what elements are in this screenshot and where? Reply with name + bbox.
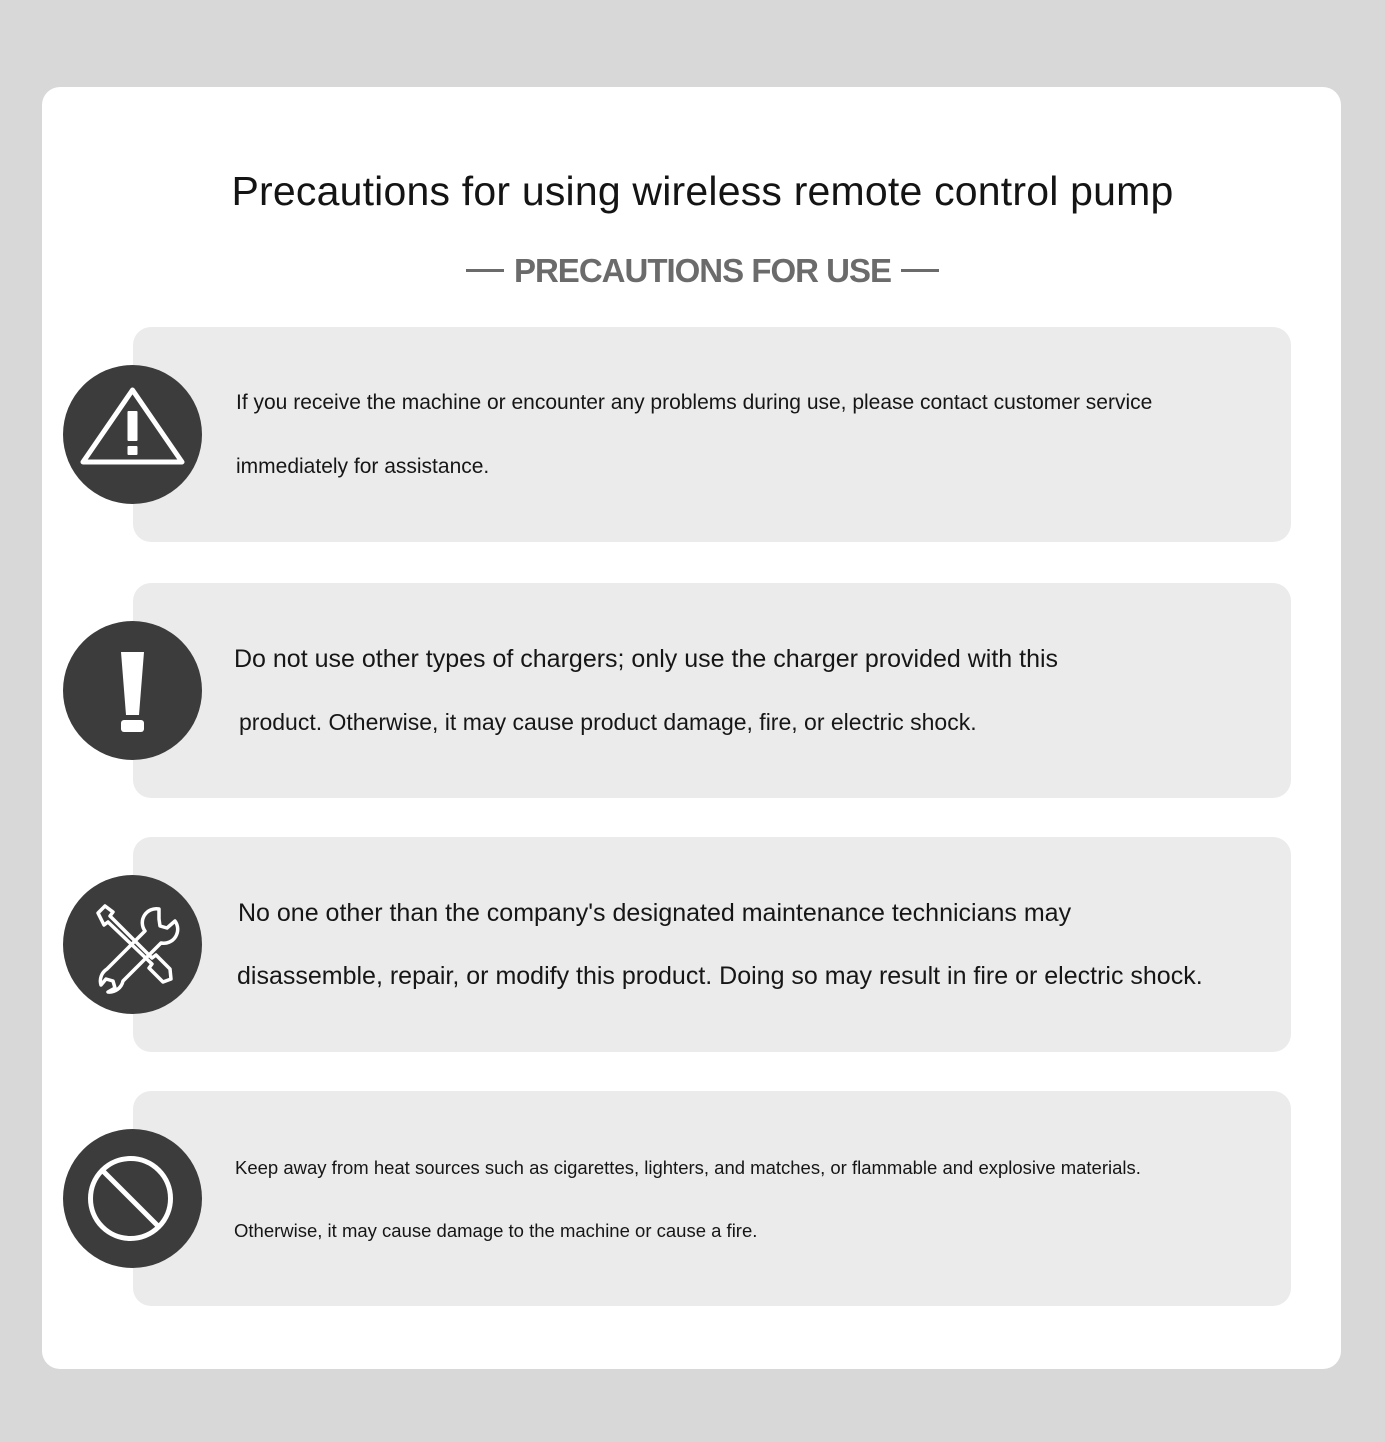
precaution-line: disassemble, repair, or modify this product. Doing so may result in fire or electric shock. <box>237 962 1203 990</box>
section-subtitle <box>0 252 1385 290</box>
precaution-line: If you receive the machine or encounter any problems during use, please contact customer service <box>236 391 1153 414</box>
prohibited-icon <box>63 1129 202 1268</box>
prohibited-badge <box>63 1129 202 1268</box>
precaution-line: Do not use other types of chargers; only use the charger provided with this <box>234 645 1059 673</box>
exclamation-badge <box>63 621 202 760</box>
tools-icon <box>63 875 202 1014</box>
precaution-line: No one other than the company's designated maintenance technicians may <box>238 899 1072 927</box>
precaution-text-maintenance <box>238 897 1203 992</box>
precaution-line: Otherwise, it may cause damage to the machine or cause a fire. <box>234 1220 758 1241</box>
precaution-text-heat-sources <box>235 1155 1141 1244</box>
exclamation-icon <box>63 621 202 760</box>
warning-badge <box>63 365 202 504</box>
warning-triangle-icon <box>63 365 202 504</box>
precaution-line: product. Otherwise, it may cause product damage, fire, or electric shock. <box>239 709 977 735</box>
right-dash-decoration <box>901 269 939 272</box>
precaution-text-contact-service <box>236 389 1152 481</box>
precaution-text-charger <box>234 643 1058 738</box>
subtitle-text: PRECAUTIONS FOR USE <box>513 252 892 289</box>
tools-badge <box>63 875 202 1014</box>
page-title: Precautions for using wireless remote control pump <box>231 168 1174 214</box>
precaution-line: immediately for assistance. <box>236 455 490 478</box>
precaution-line: Keep away from heat sources such as cigarettes, lighters, and matches, or flammable and explosive materials. <box>235 1157 1141 1178</box>
left-dash-decoration <box>466 269 504 272</box>
